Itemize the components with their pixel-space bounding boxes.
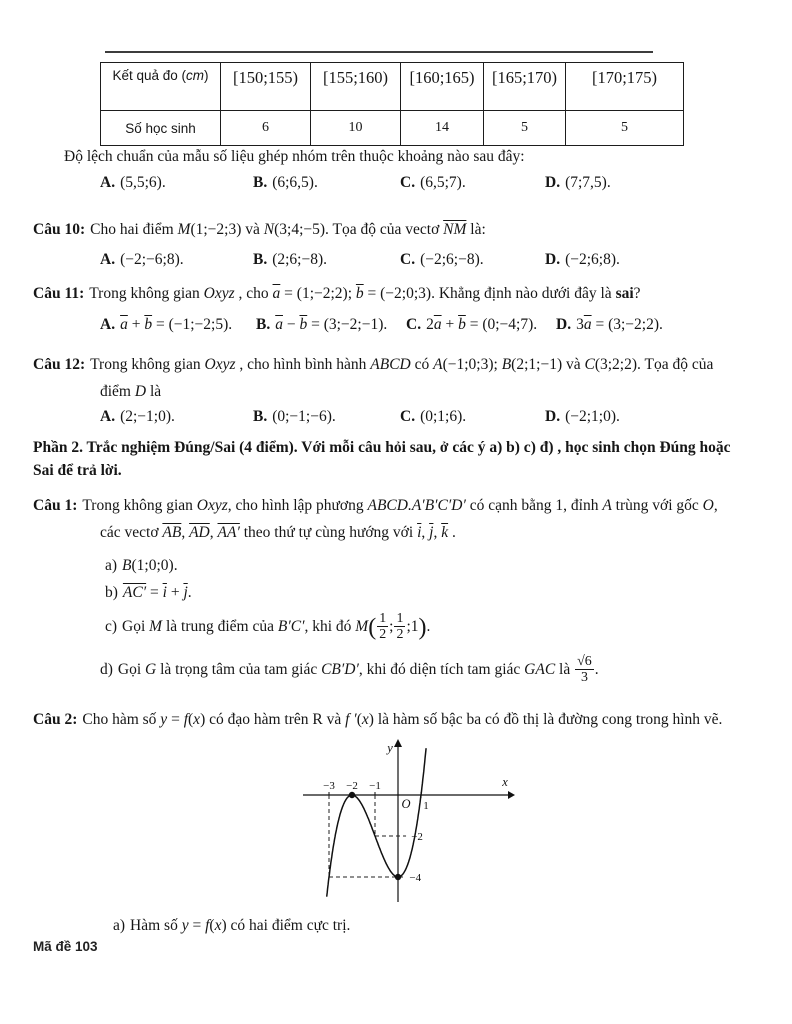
question-11-options [0, 316, 792, 338]
option-d: D. (−2;1;0). [545, 408, 620, 425]
fprime-graph [295, 738, 519, 910]
table-interval-cell: [165;170) [484, 63, 566, 111]
option-a: A. (5,5;6). [100, 174, 166, 191]
svg-text:−2: −2 [411, 831, 423, 843]
question-12-label: Câu 12: [33, 356, 86, 373]
table-row-label: Số học sinh [101, 111, 221, 146]
p2-question-1-line2: các vectơ $\overline{AB}$, $\overline{AD}$, AA′ theo thứ tự cùng hướng với $\overline{i}$, $\overline{j}$, $\overline{k}$ . [100, 524, 456, 541]
p2q1-item-a: a) B(1;0;0). [105, 557, 178, 574]
question-12: Câu 12: Trong không gian Oxyz , cho hình bình hành ABCD có A(−1;0;3); B(2;1;−1) và C(3;2;2). Tọa độ của [33, 356, 714, 373]
option-b: B. (0;−1;−6). [253, 408, 336, 425]
question-10: Câu 10: Cho hai điểm M(1;−2;3) và N(3;4;−5). Tọa độ của vectơ $\overline{NM}$ là: [33, 221, 486, 238]
question-11: Câu 11: Trong không gian Oxyz , cho $\overline{a}$ = (1;−2;2); $\overline{b}$ = (−2;0;3). Khẳng định nào dưới đây là sai? [33, 285, 641, 302]
svg-text:−2: −2 [346, 780, 358, 792]
option-c: C. (−2;6;−8). [400, 251, 484, 268]
p2-question-1-label: Câu 1: [33, 497, 78, 514]
part2-heading-line2: Sai để trả lời. [33, 462, 122, 479]
part2-heading-line1: Phần 2. Trắc nghiệm Đúng/Sai (4 điểm). Với mỗi câu hỏi sau, ở các ý a) b) c) đ) , học sinh chọn Đúng hoặc [33, 439, 731, 456]
table-data-row [101, 111, 684, 146]
question-12-line2: điểm D là [100, 383, 162, 400]
svg-text:−4: −4 [409, 872, 422, 884]
option-a: A. $\overline{a} + \overline{b}$ = (−1;−2;5). [100, 316, 233, 333]
p2-question-1: Câu 1: Trong không gian Oxyz, cho hình lập phương ABCD.A′B′C′D′ có cạnh bằng 1, đỉnh A trùng với gốc O, [33, 497, 718, 514]
question-10-label: Câu 10: [33, 221, 86, 238]
fprime-graph-figure [295, 738, 519, 910]
question-12-options [0, 408, 792, 430]
option-c: C. (6,5;7). [400, 174, 466, 191]
svg-text:1: 1 [423, 800, 429, 812]
option-b: B. (6;6,5). [253, 174, 318, 191]
table-count-cell: 14 [401, 111, 484, 146]
table-header-cell: Kết quả đo (cm) [101, 63, 221, 111]
scan-artifact-line [105, 51, 653, 53]
option-d: D. (−2;6;8). [545, 251, 620, 268]
option-c: C. $2\overline{a} + \overline{b}$ = (0;−4;7). [406, 316, 538, 333]
table-interval-cell: [160;165) [401, 63, 484, 111]
table-header-row [101, 63, 684, 111]
option-d: D. (7;7,5). [545, 174, 611, 191]
frequency-table [100, 62, 684, 146]
option-b: B. (2;6;−8). [253, 251, 328, 268]
p2-question-2-label: Câu 2: [33, 711, 78, 728]
svg-text:−1: −1 [369, 780, 381, 792]
p2-question-2: Câu 2: Cho hàm số y = f(x) có đạo hàm trên R và f ′(x) là hàm số bậc ba có đồ thị là đường cong trong hình vẽ. [33, 711, 723, 728]
svg-text:y: y [387, 741, 393, 755]
svg-text:x: x [502, 775, 508, 789]
option-a: A. (−2;−6;8). [100, 251, 184, 268]
p2q1-item-d: d) Gọi G là trọng tâm của tam giác CB′D′, khi đó diện tích tam giác GAC là $\frac{√6}{3}$ . [100, 654, 599, 686]
table-count-cell: 5 [484, 111, 566, 146]
question-11-label: Câu 11: [33, 285, 85, 302]
svg-text:O: O [401, 797, 411, 811]
table-count-cell: 5 [566, 111, 684, 146]
table-interval-cell: [155;160) [311, 63, 401, 111]
option-c: C. (0;1;6). [400, 408, 467, 425]
option-d: D. $3\overline{a}$ = (3;−2;2). [556, 316, 663, 333]
question-9-text: Độ lệch chuẩn của mẫu số liệu ghép nhóm trên thuộc khoảng nào sau đây: [64, 148, 525, 165]
p2q1-item-c: c) Gọi M là trung điểm của B′C′, khi đó M( $\frac{1}{2}$ ; $\frac{1}{2}$ ;1). [105, 611, 431, 643]
table-interval-cell: [150;155) [221, 63, 311, 111]
table-count-cell: 6 [221, 111, 311, 146]
question-9-options [0, 174, 792, 196]
p2q2-item-a: a) Hàm số y = f(x) có hai điểm cực trị. [113, 917, 351, 934]
option-b: B. $\overline{a} - \overline{b}$ = (3;−2;−1). [256, 316, 388, 333]
question-10-options [0, 251, 792, 273]
table-count-cell: 10 [311, 111, 401, 146]
exam-code-label: Mã đề 103 [33, 939, 98, 954]
p2q1-item-b: b) $AC' = \overline{i} + \overline{j}$. [105, 584, 192, 601]
table-interval-cell: [170;175) [566, 63, 684, 111]
option-a: A. (2;−1;0). [100, 408, 175, 425]
svg-text:−3: −3 [323, 780, 335, 792]
